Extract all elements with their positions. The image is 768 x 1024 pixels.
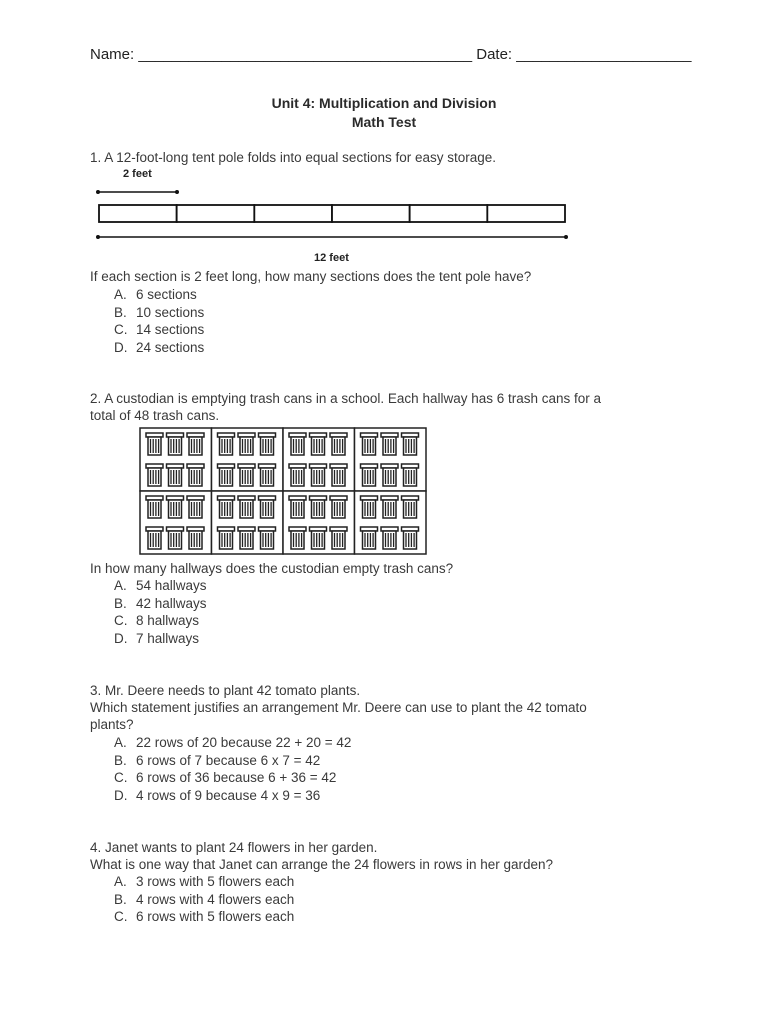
- option-text: 6 sections: [136, 287, 197, 302]
- trash-can-icon: [381, 496, 398, 518]
- q1-stem: 1. A 12-foot-long tent pole folds into equal sections for easy storage.: [90, 150, 497, 165]
- date-blank[interactable]: _____________________: [516, 46, 692, 63]
- option-text: 4 rows with 4 flowers each: [136, 891, 295, 907]
- trash-can-icon: [218, 496, 235, 518]
- pole-sections: [99, 205, 565, 222]
- trash-can-icon: [289, 433, 306, 455]
- trash-can-icon: [167, 496, 184, 518]
- trash-can-icon: [218, 527, 235, 549]
- option-text: 7 hallways: [136, 630, 200, 646]
- trash-can-icon: [310, 464, 327, 486]
- option-text: 6 rows of 36 because 6 + 36 = 42: [136, 770, 337, 785]
- q1-option-d[interactable]: [114, 339, 204, 357]
- option-letter: C.: [114, 770, 128, 785]
- option-text: 3 rows with 5 flowers each: [136, 874, 295, 889]
- two-foot-arrow-end: [175, 190, 179, 194]
- header-line: [90, 46, 692, 63]
- q3-line-2: Which statement justifies an arrangement Mr. Deere can use to plant the 42 tomato: [90, 700, 587, 715]
- q4-line-2: What is one way that Janet can arrange the 24 flowers in rows in her garden?: [90, 857, 554, 872]
- q1-option-a[interactable]: [114, 286, 204, 304]
- q1-options: [114, 286, 204, 356]
- q3-line-3: plants?: [90, 717, 134, 732]
- q3-option-b[interactable]: [114, 752, 351, 770]
- trash-can-icon: [167, 433, 184, 455]
- trash-can-icon: [402, 527, 419, 549]
- trash-can-icon: [218, 433, 235, 455]
- q1-option-c[interactable]: [114, 321, 204, 339]
- option-letter: D.: [114, 630, 128, 646]
- option-text: 24 sections: [136, 339, 205, 355]
- trash-can-icon: [330, 433, 347, 455]
- title-line-2: Math Test: [351, 114, 417, 130]
- trash-can-icon: [310, 433, 327, 455]
- q4-option-a[interactable]: [114, 873, 294, 891]
- trash-can-icon: [218, 464, 235, 486]
- trash-can-icon: [289, 496, 306, 518]
- trash-can-icon: [310, 527, 327, 549]
- q1-option-b[interactable]: [114, 304, 204, 322]
- trash-can-icon: [330, 464, 347, 486]
- option-text: 6 rows with 5 flowers each: [136, 909, 295, 924]
- q2-stem-line-2: total of 48 trash cans.: [90, 408, 220, 423]
- date-label: Date:: [476, 46, 513, 63]
- option-text: 42 hallways: [136, 595, 207, 611]
- pole-section: [254, 205, 332, 222]
- option-text: 6 rows of 7 because 6 x 7 = 42: [136, 752, 321, 768]
- trash-can-icon: [289, 464, 306, 486]
- q3-options: [114, 734, 351, 804]
- can-grid-group: [140, 428, 426, 554]
- option-letter: C.: [114, 322, 128, 337]
- trash-can-icon: [402, 496, 419, 518]
- trash-can-icon: [402, 433, 419, 455]
- two-foot-arrow-start: [96, 190, 100, 194]
- pole-section: [332, 205, 410, 222]
- tent-pole-diagram: [88, 164, 578, 266]
- option-letter: C.: [114, 909, 128, 924]
- trash-can-icon: [146, 527, 163, 549]
- pole-section: [487, 205, 565, 222]
- trash-can-icon: [167, 527, 184, 549]
- trash-can-icon: [330, 527, 347, 549]
- title-line-1: Unit 4: Multiplication and Division: [271, 95, 497, 111]
- option-letter: A.: [114, 287, 127, 302]
- q2-stem-line-1: 2. A custodian is emptying trash cans in a school. Each hallway has 6 trash cans for a: [90, 391, 602, 406]
- option-letter: A.: [114, 578, 127, 593]
- trash-can-icon: [361, 496, 378, 518]
- twelve-foot-arrow-end: [564, 235, 568, 239]
- trash-can-icon: [187, 527, 204, 549]
- name-blank[interactable]: ________________________________________: [138, 46, 473, 63]
- option-text: 8 hallways: [136, 613, 200, 628]
- trash-can-grid: [138, 426, 428, 556]
- q2-option-c[interactable]: [114, 612, 207, 630]
- option-letter: A.: [114, 874, 127, 889]
- q1-question: If each section is 2 feet long, how many sections does the tent pole have?: [90, 269, 532, 284]
- q3-option-a[interactable]: [114, 734, 351, 752]
- trash-can-icon: [187, 464, 204, 486]
- option-letter: C.: [114, 613, 128, 628]
- option-text: 4 rows of 9 because 4 x 9 = 36: [136, 787, 321, 803]
- q4-options: [114, 873, 294, 926]
- trash-can-icon: [146, 464, 163, 486]
- trash-can-icon: [381, 527, 398, 549]
- option-text: 54 hallways: [136, 578, 207, 593]
- trash-can-icon: [238, 433, 255, 455]
- trash-can-icon: [187, 496, 204, 518]
- q2-option-a[interactable]: [114, 577, 207, 595]
- trash-can-icon: [361, 527, 378, 549]
- trash-can-icon: [402, 464, 419, 486]
- q3-line-1: 3. Mr. Deere needs to plant 42 tomato plants.: [90, 683, 361, 698]
- trash-can-icon: [146, 433, 163, 455]
- option-letter: B.: [114, 891, 127, 907]
- q2-option-b[interactable]: [114, 595, 207, 613]
- q1-bottom-label: 12 feet: [314, 252, 349, 264]
- option-letter: D.: [114, 787, 128, 803]
- trash-can-icon: [361, 464, 378, 486]
- trash-can-icon: [259, 433, 276, 455]
- pole-section: [410, 205, 488, 222]
- q4-option-b[interactable]: [114, 891, 294, 909]
- trash-can-icon: [259, 527, 276, 549]
- trash-can-icon: [259, 496, 276, 518]
- trash-can-icon: [381, 433, 398, 455]
- trash-can-icon: [238, 496, 255, 518]
- option-text: 10 sections: [136, 304, 205, 320]
- trash-can-icon: [238, 527, 255, 549]
- trash-can-icon: [259, 464, 276, 486]
- q4-option-c[interactable]: [114, 908, 294, 926]
- option-text: 14 sections: [136, 322, 205, 337]
- q4-line-1: 4. Janet wants to plant 24 flowers in her garden.: [90, 840, 378, 855]
- name-label: Name:: [90, 46, 135, 63]
- q3-option-d[interactable]: [114, 787, 351, 805]
- option-letter: B.: [114, 304, 127, 320]
- option-letter: B.: [114, 595, 127, 611]
- trash-can-icon: [289, 527, 306, 549]
- pole-section: [99, 205, 177, 222]
- trash-can-icon: [361, 433, 378, 455]
- pole-section: [177, 205, 255, 222]
- option-letter: D.: [114, 339, 128, 355]
- q3-option-c[interactable]: [114, 769, 351, 787]
- trash-can-icon: [310, 496, 327, 518]
- q1-top-label: 2 feet: [123, 168, 152, 180]
- option-letter: A.: [114, 735, 127, 750]
- trash-can-icon: [238, 464, 255, 486]
- trash-can-icon: [167, 464, 184, 486]
- q2-option-d[interactable]: [114, 630, 207, 648]
- q2-question: In how many hallways does the custodian empty trash cans?: [90, 561, 454, 576]
- trash-can-icon: [146, 496, 163, 518]
- twelve-foot-arrow-start: [96, 235, 100, 239]
- q2-options: [114, 577, 207, 647]
- trash-can-icon: [187, 433, 204, 455]
- option-letter: B.: [114, 752, 127, 768]
- trash-can-icon: [381, 464, 398, 486]
- trash-can-icon: [330, 496, 347, 518]
- option-text: 22 rows of 20 because 22 + 20 = 42: [136, 735, 352, 750]
